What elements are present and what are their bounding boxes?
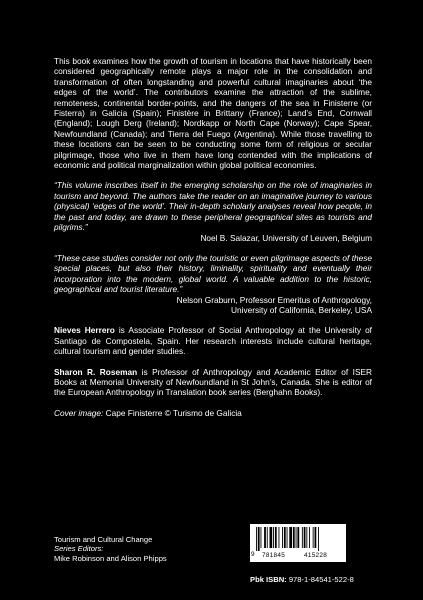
editor-bio-1 <box>54 325 372 356</box>
series-info <box>54 535 167 563</box>
barcode-bar <box>309 527 310 548</box>
review-quote-2 <box>54 253 372 315</box>
editor-name: Sharon R. Roseman <box>54 366 138 377</box>
barcode-bar <box>302 527 303 548</box>
book-description: This book examines how the growth of tourism in locations that have historically been considered geographically remote plays a major role in the consolidation and transformation of often longstanding and powerful cultural imaginaries about ‘the edges of the world’. The contributors examine the attraction of the sublime, remoteness, continental border-points, and the dangers of the sea in Finisterre (or Fisterra) in Galicia (Spain); Finistère in Brittany (France); Land’s End, Cornwall (England); Lough Derg (Ireland); Nordkapp or North Cape (Norway); Cape Spear, Newfoundland (Canada); and Tierra del Fuego (Argentina). While those travelling to these locations can be seen to be conducting some form of religious or secular pilgrimage, those who live in them have long contended with the implications of economic and political marginalization within global political economies. <box>54 56 372 171</box>
editor-name: Nieves Herrero <box>54 325 115 336</box>
barcode-bar <box>289 527 292 548</box>
cover-credit-text: Cape Finisterre © Turismo de Galicia <box>103 407 242 418</box>
barcode-bar <box>282 527 283 548</box>
barcode-bar <box>304 527 306 548</box>
review-attribution-line-2: University of California, Berkeley, USA <box>231 304 372 315</box>
review-quote-text: “This volume inscribes itself in the emerging scholarship on the role of imaginaries in tourism and beyond. The authors take the reader on an imaginative journey to various (physical) ‘edges of the world’. Their in-depth scholarly analyses reveal how people, in the past and today, are drawn to these peripheral geographical sites as tourists and pilgrims.” <box>54 180 372 233</box>
barcode-bar <box>313 527 314 548</box>
review-quote-text: “These case studies consider not only the touristic or even pilgrimage aspects of these special places, but also their history, liminality, spirituality and eventually their incorporation into the modern, global world. A valuable addition to the historic, geographical and tourist literature.” <box>54 252 372 295</box>
isbn <box>250 575 354 584</box>
barcode <box>250 524 346 562</box>
barcode-bar <box>256 527 257 551</box>
editor-bio-2 <box>54 367 372 398</box>
cover-credit <box>54 408 372 418</box>
cover-credit-label: Cover image: <box>54 407 104 418</box>
barcode-bar <box>296 527 297 548</box>
barcode-bar <box>318 527 319 551</box>
series-title: Tourism and Cultural Change <box>54 535 153 544</box>
barcode-bar <box>279 527 280 548</box>
review-attribution: Noel B. Salazar, University of Leuven, Belgium <box>200 232 372 243</box>
barcode-bar <box>267 527 268 548</box>
barcode-bar <box>315 527 317 548</box>
review-attribution-line-1: Nelson Graburn, Professor Emeritus of Anthropology, <box>176 294 372 305</box>
barcode-group-1: 781845 <box>262 552 286 559</box>
back-cover-text <box>54 56 372 418</box>
editor-bio-text: is Professor of Anthropology and Academic Editor of ISER Books at Memorial University of Newfoundland in St John’s, Canada. She is editor of the European Anthropology in Translation book series (Berghahn Books). <box>54 366 372 398</box>
barcode-bar <box>270 527 273 548</box>
barcode-bar <box>287 527 288 548</box>
barcode-bar <box>284 527 286 548</box>
series-editors: Mike Robinson and Alison Phipps <box>54 553 167 563</box>
barcode-bar <box>264 527 266 548</box>
barcode-bar <box>258 527 260 551</box>
barcode-bar <box>306 527 307 548</box>
barcode-bars <box>256 527 340 551</box>
barcode-bar <box>293 527 295 548</box>
barcode-bar <box>261 527 262 548</box>
barcode-bar <box>273 527 274 548</box>
isbn-value: 978-1-84541-522-8 <box>286 575 354 584</box>
barcode-group-2: 415228 <box>304 552 328 559</box>
barcode-bar <box>275 527 277 548</box>
series-editors-label: Series Editors: <box>54 544 104 554</box>
editor-bio-text: is Associate Professor of Social Anthropology at the University of Santiago de Compostela, Spain. Her research interests include cultural heritage, cultural tourism and gender studies. <box>54 325 372 357</box>
review-quote-1 <box>54 180 372 242</box>
barcode-prefix: 9 <box>251 551 255 558</box>
barcode-bar <box>297 527 299 548</box>
isbn-label: Pbk ISBN: <box>250 575 287 584</box>
